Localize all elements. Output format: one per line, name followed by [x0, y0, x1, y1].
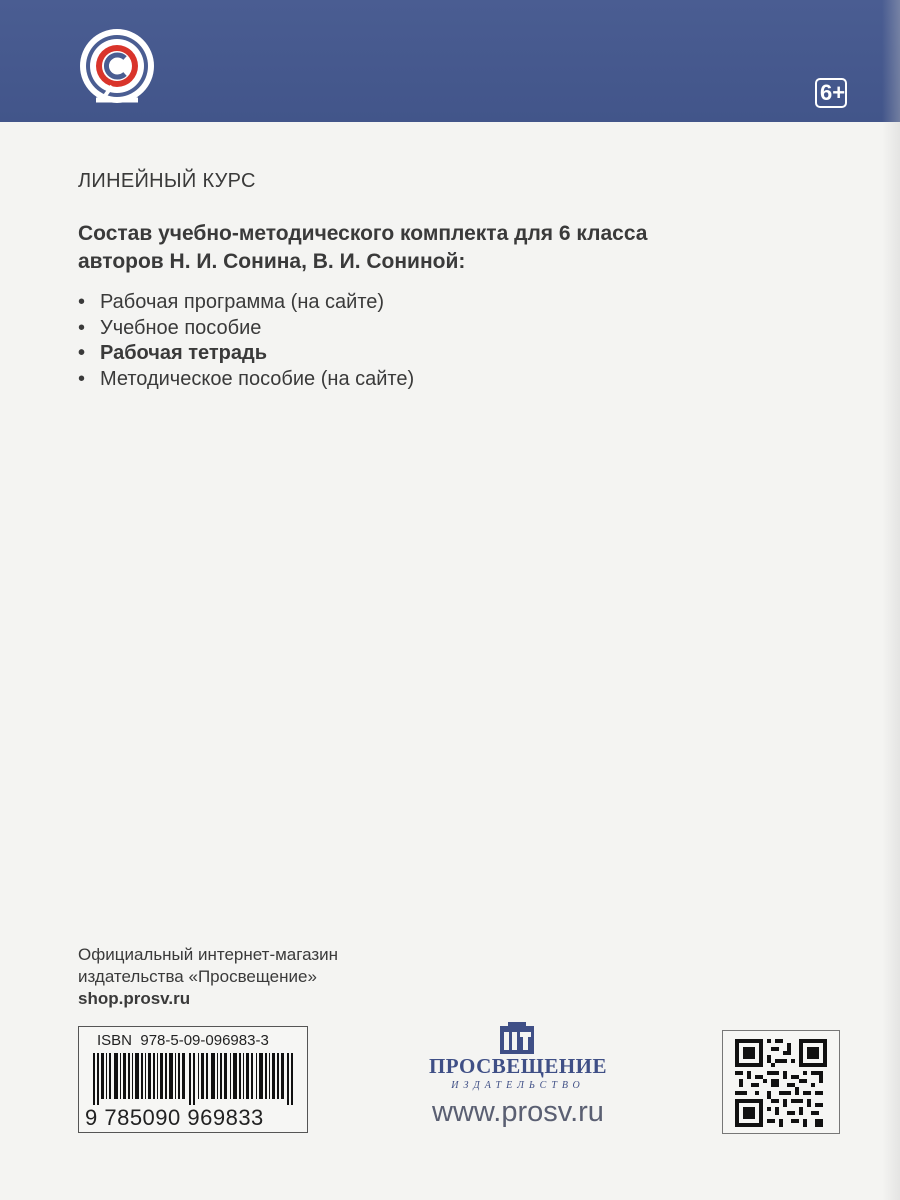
publisher-url[interactable]: www.prosv.ru [432, 1096, 604, 1128]
prosveshchenie-logo-icon [498, 1022, 536, 1056]
publisher-subtitle: ИЗДАТЕЛЬСТВО [451, 1080, 585, 1091]
qr-code-box [722, 1030, 840, 1134]
isbn-label: ISBN [97, 1032, 133, 1049]
barcode-digits: 9 785090 969833 [85, 1105, 264, 1130]
page-edge-shadow [882, 0, 900, 1200]
bullet: • [78, 342, 86, 364]
shop-line-1: Официальный интернет-магазин [78, 945, 339, 964]
kit-items-list [78, 290, 414, 392]
bullet: • [78, 291, 86, 313]
list-item-label: Рабочая программа (на сайте) [100, 291, 385, 313]
list-item [78, 341, 414, 367]
publisher-emblem-icon [76, 26, 158, 108]
shop-url[interactable]: shop.prosv.ru [78, 989, 191, 1008]
online-shop-block [78, 944, 338, 1010]
list-item-label: Рабочая тетрадь [100, 342, 268, 364]
publisher-name: ПРОСВЕЩЕНИЕ [428, 1054, 608, 1078]
bullet: • [78, 316, 86, 339]
isbn-line [97, 1032, 269, 1049]
list-item [78, 367, 414, 393]
kit-heading [78, 220, 798, 276]
barcode-icon [93, 1053, 295, 1105]
qr-code-icon[interactable] [735, 1039, 827, 1127]
list-item [78, 316, 414, 342]
bullet: • [78, 367, 86, 390]
shop-line-2: издательства «Просвещение» [78, 967, 317, 986]
series-label: ЛИНЕЙНЫЙ КУРС [78, 170, 256, 192]
age-rating-badge: 6+ [815, 78, 847, 108]
list-item-label: Методическое пособие (на сайте) [100, 367, 415, 390]
kit-heading-line-2: авторов Н. И. Сонина, В. И. Сониной: [78, 250, 466, 273]
isbn-barcode-box [78, 1026, 308, 1133]
list-item-label: Учебное пособие [100, 316, 262, 339]
kit-heading-line-1: Состав учебно-методического комплекта для 6 класса [78, 222, 648, 245]
list-item [78, 290, 414, 316]
isbn-number: 978-5-09-096983-3 [140, 1032, 269, 1049]
